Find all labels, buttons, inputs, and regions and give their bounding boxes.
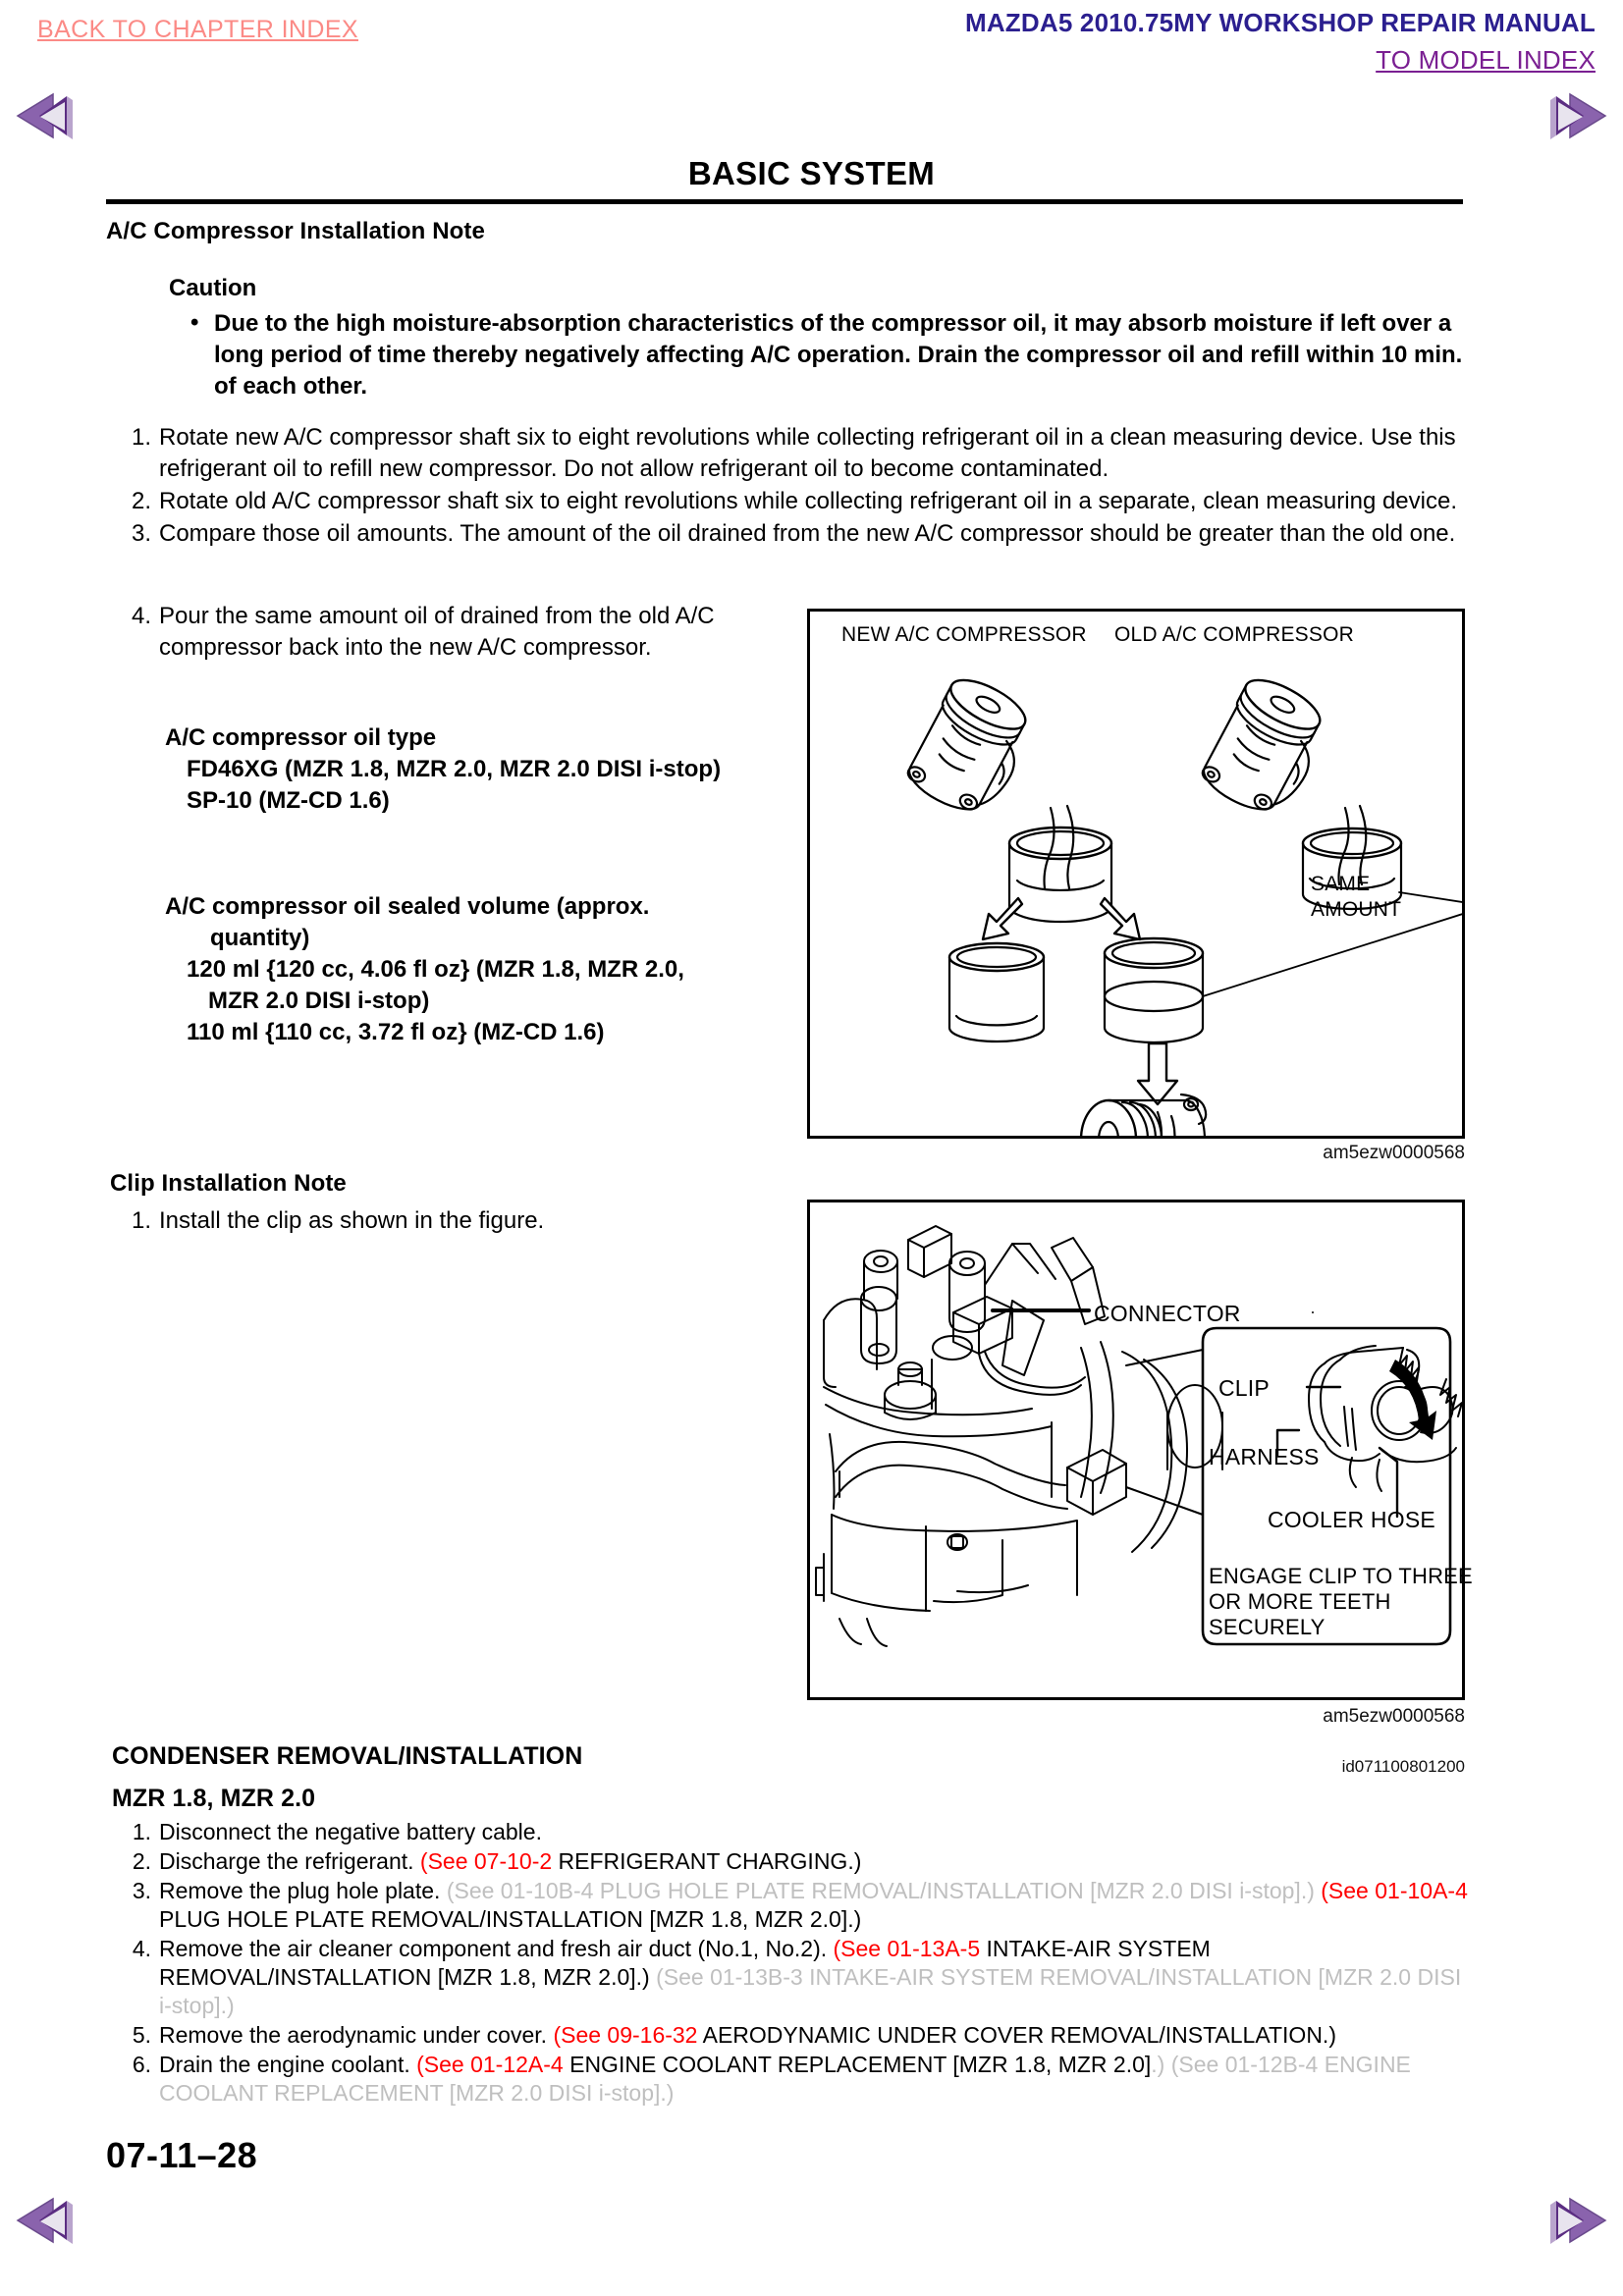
figure2-note-line2: OR MORE TEETH (1209, 1589, 1391, 1614)
step-number: 4. (132, 1935, 151, 1961)
title-divider (106, 199, 1463, 204)
step-text: Compare those oil amounts. The amount of the oil drained from the new A/C compressor should be greater than the old one. (159, 519, 1456, 547)
step-number: 1. (132, 1819, 151, 1844)
cross-reference-link[interactable]: (See 01-12A-4 (416, 2051, 564, 2077)
caution-bullet-item: • Due to the high moisture-absorption characteristics of the compressor oil, it may absorb moisture if left over a long period of time thereby negatively affecting A/C operation. Drain the compressor oil and refill within 10 min. of each other. (190, 309, 1463, 400)
step-text: Rotate old A/C compressor shaft six to eight revolutions while collecting refrigerant oil in a separate, clean measuring device. (159, 487, 1458, 514)
condenser-section-heading: CONDENSER REMOVAL/INSTALLATION (112, 1742, 583, 1770)
list-item (118, 422, 1463, 485)
back-to-chapter-index-link[interactable]: BACK TO CHAPTER INDEX (37, 16, 358, 43)
step-text-part: ENGINE COOLANT REPLACEMENT [MZR 1.8, MZR 2.0] (563, 2051, 1152, 2077)
oil-type-title: A/C compressor oil type (165, 724, 437, 751)
cross-reference-link[interactable]: (See 01-10A-4 (1321, 1877, 1468, 1903)
step-number: 3. (131, 519, 151, 547)
oil-volume-title: A/C compressor oil sealed volume (approx. quantity) (165, 893, 650, 951)
condenser-subheading: MZR 1.8, MZR 2.0 (112, 1785, 316, 1812)
figure2-label-clip: CLIP (1218, 1375, 1270, 1401)
figure1-label-new-compressor: NEW A/C COMPRESSOR (841, 623, 1087, 646)
page-title: BASIC SYSTEM (687, 155, 936, 191)
step-text-part: Discharge the refrigerant. (159, 1847, 420, 1874)
step-text-part: Remove the air cleaner component and fresh air duct (No.1, No.2). (159, 1935, 834, 1961)
figure2-label-harness: HARNESS (1209, 1444, 1320, 1469)
step-text-part: PLUG HOLE PLATE REMOVAL/INSTALLATION [MZR 1.8, MZR 2.0].) (159, 1905, 862, 1932)
figure1-caption: am5ezw0000568 (1323, 1143, 1465, 1163)
step-number: 1. (131, 424, 151, 451)
figure2-label-cooler-hose: COOLER HOSE (1268, 1507, 1435, 1532)
figure1-label-old-compressor: OLD A/C COMPRESSOR (1114, 623, 1354, 646)
disabled-cross-reference: .) (1151, 2051, 1171, 2077)
top-navigation-bar (0, 0, 1623, 147)
ac-compressor-installation-note-heading: A/C Compressor Installation Note (106, 218, 485, 244)
clip-steps-list (118, 1205, 707, 1238)
list-item (120, 2051, 1475, 2108)
disabled-cross-reference: (See 01-12B-4 ENGINE COOLANT REPLACEMENT [MZR 2.0 DISI i-stop].) (159, 2051, 1411, 2106)
step-text (159, 1878, 1468, 1932)
step-text-part: Disconnect the negative battery cable. (159, 1819, 542, 1844)
figure2-note-line3: SECURELY (1209, 1615, 1325, 1639)
list-item (118, 518, 1463, 550)
step-text (159, 1819, 542, 1844)
step-number: 1. (131, 1207, 151, 1234)
step-text: Install the clip as shown in the figure. (159, 1207, 545, 1234)
list-item (120, 1847, 1475, 1876)
condenser-steps-list (120, 1818, 1475, 2109)
step-text-part: Remove the plug hole plate. (159, 1877, 447, 1903)
to-model-index-link[interactable]: TO MODEL INDEX (1376, 45, 1596, 75)
step-text-part: Drain the engine coolant. (159, 2051, 417, 2077)
step-number: 6. (132, 2051, 151, 2077)
list-item (120, 1818, 1475, 1846)
clip-installation-diagram (810, 1202, 1462, 1697)
list-item (120, 1935, 1475, 2020)
bullet-icon: • (190, 309, 199, 336)
next-page-arrow-icon-top[interactable] (1544, 90, 1609, 141)
figure2-caption: am5ezw0000568 (1323, 1706, 1465, 1727)
step-number: 3. (132, 1877, 151, 1903)
step-number: 4. (131, 603, 151, 629)
list-item (118, 486, 1463, 517)
figure-compressor-oil-transfer (807, 609, 1465, 1139)
caution-label: Caution (169, 275, 257, 301)
next-page-arrow-icon-bottom[interactable] (1544, 2195, 1609, 2246)
figure2-label-connector: CONNECTOR (1094, 1301, 1241, 1326)
oil-volume-value: 110 ml {110 cc, 3.72 fl oz} (MZ-CD 1.6) (187, 1018, 605, 1045)
oil-volume-value: 120 ml {120 cc, 4.06 fl oz} (MZR 1.8, MZR 2.0, MZR 2.0 DISI i-stop) (187, 955, 684, 1014)
manual-title: MAZDA5 2010.75MY WORKSHOP REPAIR MANUAL (964, 8, 1596, 37)
step-text-part: AERODYNAMIC UNDER COVER REMOVAL/INSTALLATION.) (697, 2021, 1336, 2048)
disabled-cross-reference: (See 01-13B-3 INTAKE-AIR SYSTEM REMOVAL/INSTALLATION [MZR 2.0 DISI i-stop].) (159, 1963, 1462, 2018)
figure-clip-installation (807, 1200, 1473, 1700)
oil-type-value: SP-10 (MZ-CD 1.6) (187, 786, 390, 814)
figure1-label-amount: AMOUNT (1311, 898, 1402, 921)
figure1-label-same: SAME (1311, 873, 1371, 895)
previous-page-arrow-icon-bottom[interactable] (14, 2195, 79, 2246)
oil-type-value: FD46XG (MZR 1.8, MZR 2.0, MZR 2.0 DISI i-stop) (187, 755, 722, 782)
list-item (118, 1205, 707, 1237)
cross-reference-link[interactable]: (See 07-10-2 (419, 1847, 553, 1874)
list-item (120, 1877, 1475, 1934)
page-number: 07-11–28 (106, 2135, 258, 2175)
disabled-cross-reference: (See 01-10B-4 PLUG HOLE PLATE REMOVAL/INSTALLATION [MZR 2.0 DISI i-stop].) (446, 1877, 1322, 1903)
list-item (118, 601, 727, 664)
step-text-part: Remove the aerodynamic under cover. (159, 2021, 554, 2048)
step-number: 5. (132, 2021, 151, 2048)
step-text (159, 1936, 1461, 2018)
previous-page-arrow-icon-top[interactable] (14, 90, 79, 141)
list-item (120, 2021, 1475, 2050)
step-text: Rotate new A/C compressor shaft six to eight revolutions while collecting refrigerant oil in a clean measuring device. Use this refrigerant oil to refill new compressor. Do not allow refrigerant oil to become contaminated. (159, 424, 1456, 482)
oil-volume-spec-block (165, 891, 734, 1048)
figure2-note-line1: ENGAGE CLIP TO THREE (1209, 1564, 1473, 1588)
step-number: 2. (132, 1847, 151, 1874)
step-text (159, 1848, 861, 1874)
step-text (159, 2022, 1336, 2048)
cross-reference-link[interactable]: (See 09-16-32 (553, 2021, 698, 2048)
step-text-part: REFRIGERANT CHARGING.) (552, 1847, 862, 1874)
step-number: 2. (131, 487, 151, 514)
condenser-doc-id: id071100801200 (1341, 1757, 1465, 1776)
clip-installation-note-heading: Clip Installation Note (110, 1170, 347, 1197)
compressor-steps-list-continued (118, 601, 727, 665)
oil-type-spec-block (165, 722, 734, 817)
step-text-part: INTAKE-AIR SYSTEM REMOVAL/INSTALLATION [MZR 1.8, MZR 2.0].) (159, 1935, 1211, 1990)
step-text (159, 2052, 1411, 2106)
step-text: Pour the same amount oil of drained from the old A/C compressor back into the new A/C compressor. (159, 603, 715, 661)
cross-reference-link[interactable]: (See 01-13A-5 (833, 1935, 981, 1961)
compressor-steps-list (118, 422, 1463, 551)
